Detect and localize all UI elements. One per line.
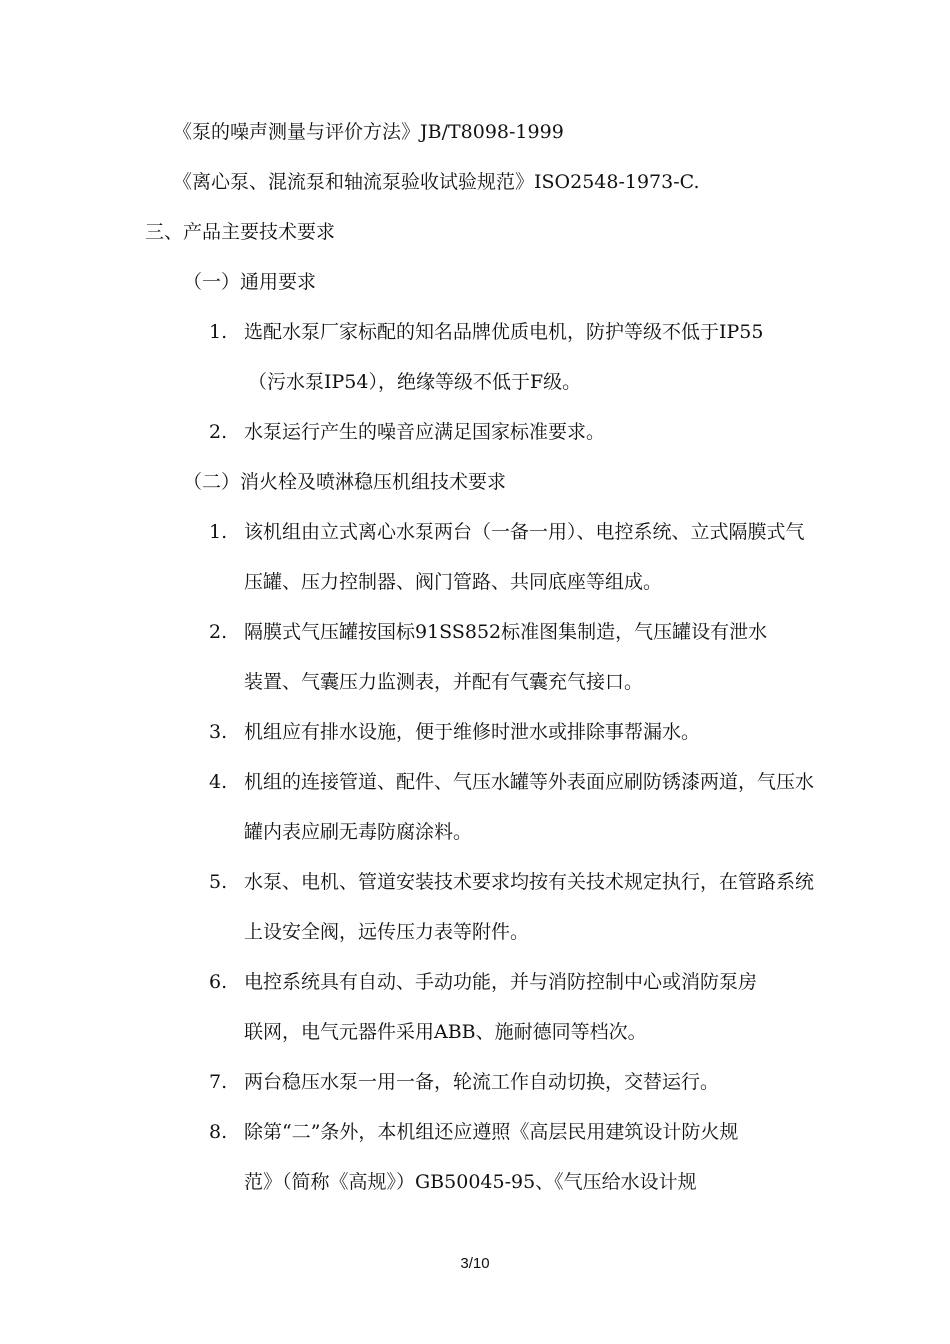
list-item-text: 电控系统具有自动、手动功能，并与消防控制中心或消防泵房 <box>244 971 758 993</box>
list-item-text: 隔膜式气压罐按国标91SS852标准图集制造，气压罐设有泄水 <box>244 621 768 643</box>
list-item-text: 选配水泵厂家标配的知名品牌优质电机，防护等级不低于IP55 <box>244 321 764 343</box>
list-item-text: 装置、气囊压力监测表，并配有气囊充气接口。 <box>244 671 644 693</box>
list-item-number: 2. <box>209 421 228 443</box>
list-item-text: 除第“二”条外，本机组还应遵照《高层民用建筑设计防火规 <box>244 1121 739 1143</box>
list-item-number: 3. <box>209 721 228 743</box>
list-item-number: 7. <box>209 1071 228 1093</box>
reference-line: 《泵的噪声测量与评价方法》JB/T8098-1999 <box>173 121 564 143</box>
list-item-number: 5. <box>209 871 228 893</box>
list-item-text: 该机组由立式离心水泵两台（一备一用）、电控系统、立式隔膜式气 <box>244 521 805 543</box>
list-item-text: 水泵运行产生的噪音应满足国家标准要求。 <box>244 421 606 443</box>
list-item-text: 压罐、压力控制器、阀门管路、共同底座等组成。 <box>244 571 663 593</box>
list-item-number: 2. <box>209 621 228 643</box>
list-item-text: （污水泵IP54），绝缘等级不低于F级。 <box>248 371 582 393</box>
list-item-text: 范》（简称《高规》）GB50045-95、《气压给水设计规 <box>244 1171 697 1193</box>
section-heading: 三、产品主要技术要求 <box>145 221 336 243</box>
list-item-number: 1. <box>209 521 228 543</box>
subsection-heading: （二）消火栓及喷淋稳压机组技术要求 <box>183 471 507 493</box>
list-item-number: 6. <box>209 971 228 993</box>
list-item-text: 水泵、电机、管道安装技术要求均按有关技术规定执行，在管路系统 <box>244 871 815 893</box>
list-item-text: 联网，电气元器件采用ABB、施耐德同等档次。 <box>244 1021 647 1043</box>
page-number: 3/10 <box>460 1255 490 1272</box>
list-item-text: 两台稳压水泵一用一备，轮流工作自动切换，交替运行。 <box>244 1071 720 1093</box>
subsection-heading: （一）通用要求 <box>183 271 317 293</box>
list-item-text: 罐内表应刷无毒防腐涂料。 <box>244 821 473 843</box>
list-item-text: 机组的连接管道、配件、气压水罐等外表面应刷防锈漆两道，气压水 <box>244 771 815 793</box>
list-item-number: 8. <box>209 1121 228 1143</box>
list-item-text: 上设安全阀，远传压力表等附件。 <box>244 921 530 943</box>
list-item-text: 机组应有排水设施，便于维修时泄水或排除事帮漏水。 <box>244 721 701 743</box>
list-item-number: 1. <box>209 321 228 343</box>
reference-line: 《离心泵、混流泵和轴流泵验收试验规范》ISO2548-1973-C. <box>173 171 700 193</box>
list-item-number: 4. <box>209 771 228 793</box>
